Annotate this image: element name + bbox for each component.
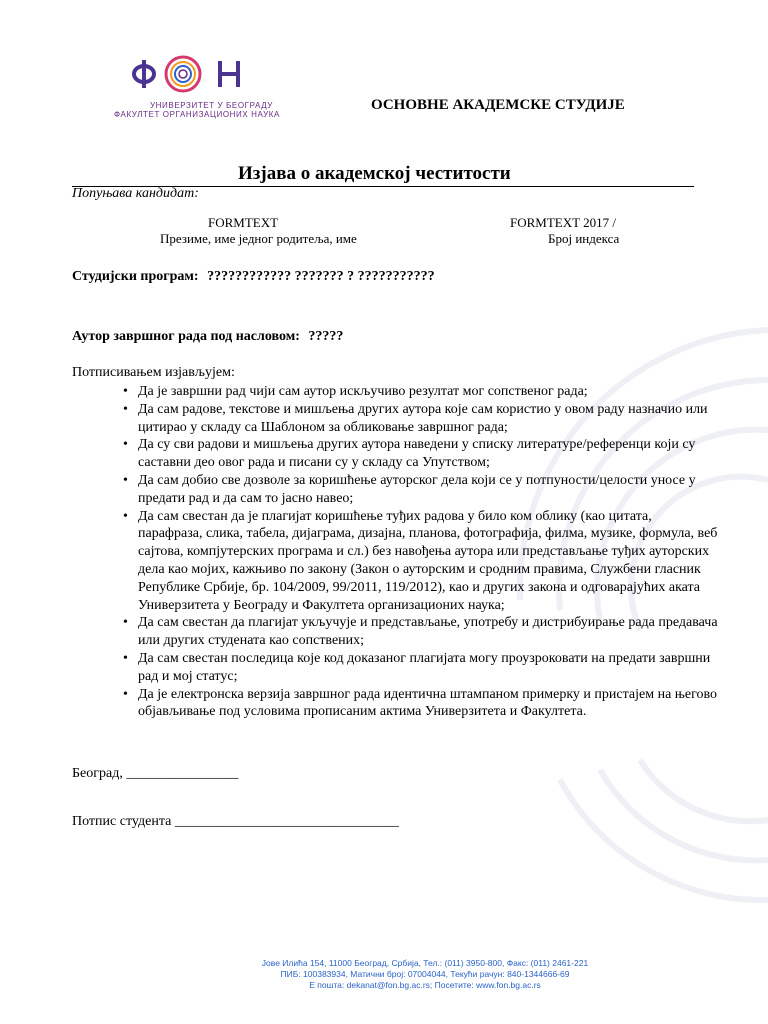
- declaration-item: [138, 614, 718, 650]
- declaration-text: Да су сви радови и мишљења других аутора наведени у списку литературе/референци који су саставни део овог рада и писани су у складу са Упутством;: [138, 437, 696, 471]
- logo-subtitle-university: УНИВЕРЗИТЕТ У БЕОГРАДУ: [150, 101, 273, 110]
- declaration-text: Да сам свестан да плагијат укључује и представљање, употребу и дистрибуирање рада предавача или других студената као сопствених;: [138, 615, 718, 649]
- declaration-item: [138, 472, 718, 508]
- declaration-text: Да је завршни рад чији сам аутор искључиво резултат мог сопственог рада;: [138, 384, 588, 399]
- declaration-item: [138, 508, 718, 615]
- declaration-intro: Потписивањем изјављујем:: [72, 365, 235, 380]
- declaration-text: Да сам добио све дозволе за коришћење ауторског дела који се у потпуности/целости уносе у предати рад и да сам то јасно навео;: [138, 472, 696, 506]
- declaration-text: Да је електронска верзија завршног рада идентична штампаном примерку и пристајем на његово објављивање под условима прописаним актима Универзитета и Факултета.: [138, 686, 718, 720]
- document-title: Изјава о академској честитости: [238, 163, 511, 184]
- thesis-author-label: Аутор завршног рада под насловом:: [72, 329, 300, 344]
- thesis-title-row: [72, 329, 343, 345]
- program-type-heading: ОСНОВНЕ АКАДЕМСКЕ СТУДИЈЕ: [371, 97, 625, 113]
- declaration-item: [138, 686, 718, 722]
- index-number-field[interactable]: FORMTEXT 2017 /: [510, 215, 616, 230]
- logo-subtitle-faculty: ФАКУЛТЕТ ОРГАНИЗАЦИОНИХ НАУКА: [114, 110, 280, 119]
- logo-letter-n: [220, 61, 238, 87]
- footer-address: Јове Илића 154, 11000 Београд, Србија, Тел.: (011) 3950-800, Факс: (011) 2461-221: [261, 958, 589, 968]
- logo-letter-f: [134, 60, 154, 88]
- declaration-item: [138, 436, 718, 472]
- footer-contact: [0, 958, 760, 991]
- logo-ring-icon: [166, 57, 200, 91]
- declaration-text: Да сам свестан да је плагијат коришћење туђих радова у било ком облику (као цитата, парафраза, слика, табела, дијаграма, дизајна, планова, фотографија, филма, музике, формула, веб сајтова, компјутерских програма и сл.) без навођења аутора или представљање туђих ауторских дела као мојих, кажњиво по закону (Закон о ауторским и сродним правима, Службени гласник Републике Србије, бр. 104/2009, 99/2011, 119/2012), као и других закона и одговарајућих аката Универзитета у Београду и Факултета организационих наука;: [138, 508, 718, 613]
- study-program-value[interactable]: ???????????? ??????? ? ???????????: [207, 269, 435, 284]
- declaration-text: Да сам радове, текстове и мишљења других аутора које сам користио у овом раду назначио или цитирао у складу са Шаблоном за обликовање завршног рада;: [138, 401, 708, 435]
- candidate-name-caption: Презиме, име једног родитеља, име: [160, 231, 357, 246]
- candidate-name-field[interactable]: FORMTEXT: [208, 215, 279, 230]
- declaration-item: [138, 383, 718, 401]
- footer-email-web: Е пошта: dekanat@fon.bg.ac.rs; Посетите: www.fon.bg.ac.rs: [309, 980, 541, 990]
- filled-by-label: Попуњава кандидат:: [72, 186, 199, 201]
- study-program-label: Студијски програм:: [72, 269, 199, 284]
- declaration-list: [138, 383, 718, 721]
- city-date-line[interactable]: Београд, ________________: [72, 766, 239, 781]
- declaration-item: [138, 650, 718, 686]
- declaration-item: [138, 401, 718, 437]
- thesis-title-value[interactable]: ?????: [308, 329, 344, 344]
- index-number-caption: Број индекса: [548, 231, 620, 246]
- footer-registration: ПИБ: 100383934, Матични број: 07004044, Текући рачун: 840-1344666-69: [280, 969, 570, 979]
- study-program-row: [72, 269, 435, 285]
- declaration-text: Да сам свестан последица које код доказаног плагијата могу проузроковати на предати завршни рад и мој статус;: [138, 650, 711, 684]
- student-signature-line[interactable]: Потпис студента ________________________________: [72, 814, 399, 829]
